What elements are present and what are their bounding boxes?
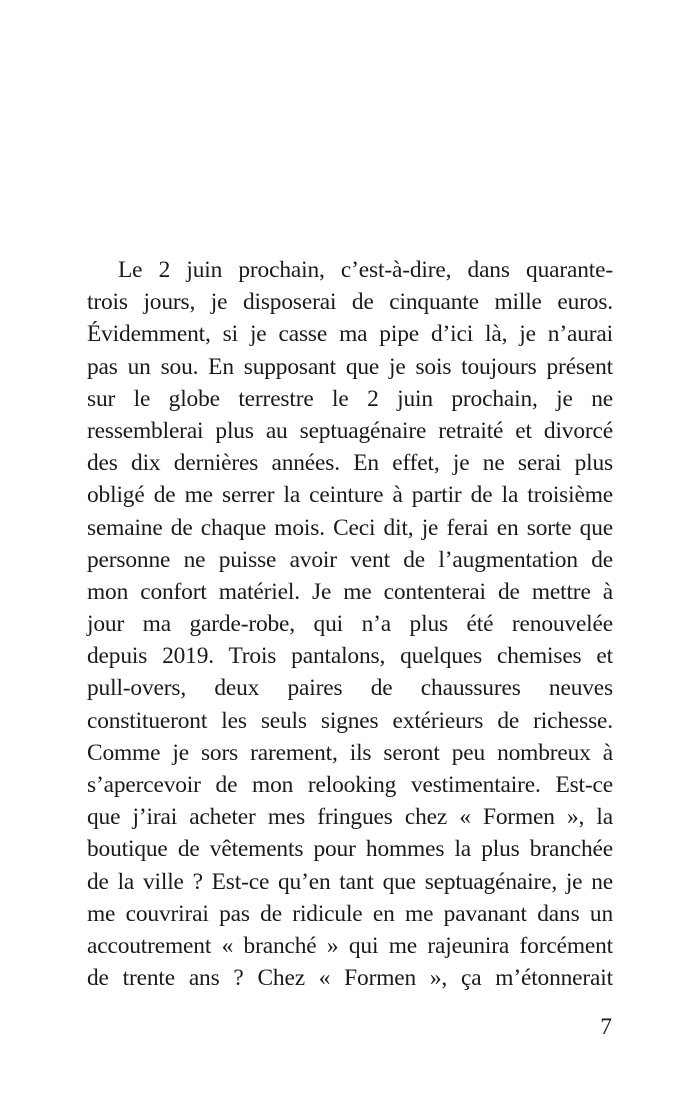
text-line: jour ma garde-robe, qui n’a plus été renouvelée (87, 611, 613, 638)
text-line: pull-overs, deux paires de chaussures neuves (87, 675, 613, 702)
body-paragraph (87, 254, 613, 994)
text-line: personne ne puisse avoir vent de l’augmentation de (87, 546, 613, 573)
text-line: de trente ans ? Chez « Formen », ça m’étonnerait (87, 965, 613, 992)
text-line: des dix dernières années. En effet, je ne serai plus (87, 450, 613, 477)
text-line: de la ville ? Est-ce qu’en tant que septuagénaire, je ne (87, 868, 613, 895)
text-line: Le 2 juin prochain, c’est-à-dire, dans quarante- (118, 257, 613, 283)
text-line: accoutrement « branché » qui me rajeunira forcément (87, 932, 613, 959)
text-line: constitueront les seuls signes extérieurs de richesse. (87, 707, 613, 734)
text-line: trois jours, je disposerai de cinquante mille euros. (87, 289, 613, 316)
text-line: sur le globe terrestre le 2 juin prochain, je ne (87, 385, 613, 412)
text-line: me couvrirai pas de ridicule en me pavanant dans un (87, 900, 613, 927)
text-line: boutique de vêtements pour hommes la plus branchée (87, 836, 613, 863)
text-line: Comme je sors rarement, ils seront peu nombreux à (87, 739, 613, 766)
page-number: 7 (600, 1014, 612, 1040)
text-line: s’apercevoir de mon relooking vestimentaire. Est-ce (87, 772, 613, 798)
text-line: ressemblerai plus au septuagénaire retraité et divorcé (87, 417, 613, 444)
text-line: obligé de me serrer la ceinture à partir de la troisième (87, 482, 613, 509)
text-line: Évidemment, si je casse ma pipe d’ici là, je n’aurai (87, 321, 613, 348)
text-line: mon confort matériel. Je me contenterai de mettre à (87, 578, 613, 605)
text-line: pas un sou. En supposant que je sois toujours présent (87, 353, 613, 380)
text-line: depuis 2019. Trois pantalons, quelques chemises et (87, 643, 613, 670)
text-line: semaine de chaque mois. Ceci dit, je ferai en sorte que (87, 514, 613, 541)
text-line: que j’irai acheter mes fringues chez « Formen », la (87, 804, 613, 831)
